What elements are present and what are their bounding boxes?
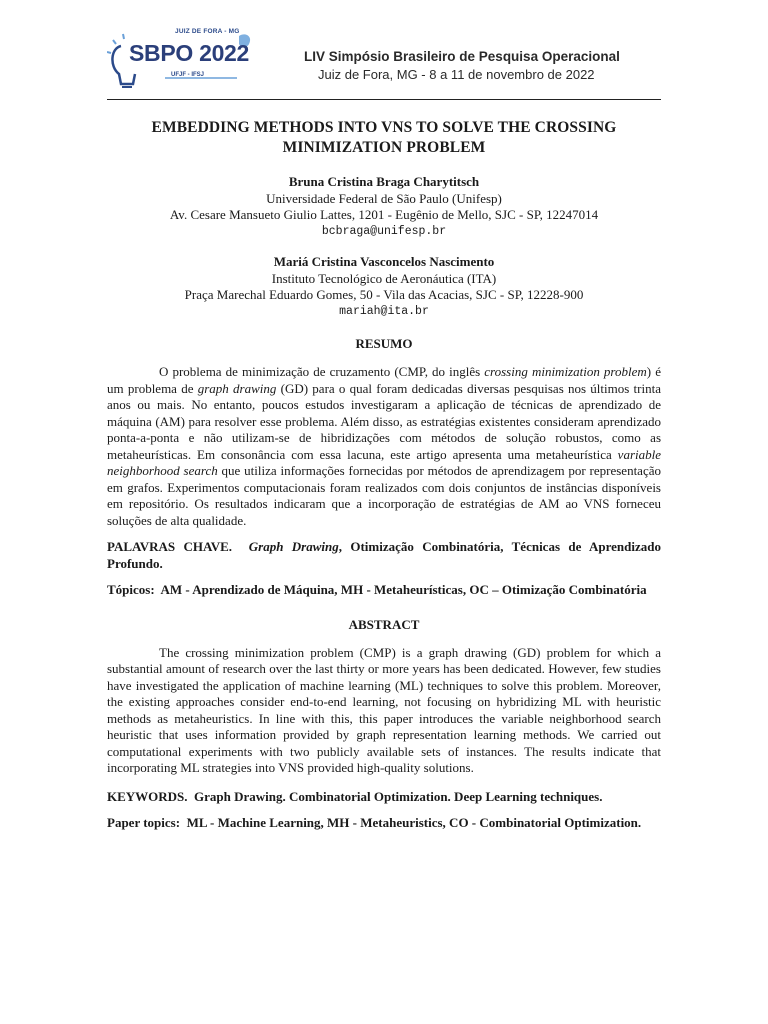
logo-sub-text: UFJF - IFSJ (171, 72, 205, 78)
author-address: Praça Marechal Eduardo Gomes, 50 - Vila das Acacias, SJC - SP, 12228-900 (184, 287, 584, 302)
keywords-label: KEYWORDS. (107, 788, 188, 804)
page-header (107, 22, 661, 100)
conference-location: Juiz de Fora, MG - 8 a 11 de novembro de 2022 (318, 67, 595, 82)
logo-location-text: JUIZ DE FORA - MG (175, 28, 240, 35)
resumo-paragraph: O problema de minimização de cruzamento (CMP, do inglês crossing minimization problem) é um problema de graph drawing (GD) para o qual foram dedicadas diversas pesquisas nos últimos trinta anos ou mais. No entanto, poucos estudos investigaram a aplicação de técnicas de aprendizado de máquina (AM) para resolver esse problema. Além disso, as estratégias existentes consideram aprendizado ponta-a-ponta e não utilizam-se de hibridizações com métodos de solução robustos, como as metaheurísticas. Em consonância com essa lacuna, este artigo apresenta uma metaheurística variable neighborhood search que utiliza informações fornecidas por métodos de aprendizagem por representação em grafos. Experimentos computacionais foram realizados com dois conjuntos de instâncias disponíveis em repositório. Os resultados indicaram que a incorporação de estratégias de AM ao VNS forneceu soluções de alta qualidade. (107, 364, 661, 528)
header-divider (107, 99, 661, 100)
topicos-label: Tópicos: (107, 582, 155, 597)
author-name: Mariá Cristina Vasconcelos Nascimento (273, 254, 495, 269)
author-name: Bruna Cristina Braga Charytitsch (288, 174, 480, 189)
conference-title: LIV Simpósio Brasileiro de Pesquisa Operacional (304, 49, 620, 64)
palavras-chave-label: PALAVRAS CHAVE. (107, 539, 233, 554)
resumo-heading: RESUMO (355, 336, 413, 351)
author-affiliation: Universidade Federal de São Paulo (Unifesp) (266, 190, 502, 206)
author-email[interactable]: mariah@ita.br (339, 304, 429, 318)
author-2 (107, 254, 661, 320)
author-email[interactable]: bcbraga@unifesp.br (321, 224, 447, 238)
abstract-paragraph: The crossing minimization problem (CMP) is a graph drawing (GD) problem for which a substantial amount of research over the last thirty or more years has been dedicated. However, few studies have investigated the application of machine learning (ML) techniques to solve this problem. Moreover, the existing approaches consider end-to-end learning, not focusing on hybridizing ML with heuristic methods as metaheuristics. In line with this, this paper introduces the variable neighborhood search heuristic that uses information provided by graph representation learning methods. We carried out computational experiments with two publicly available sets of instances. The results indicate that incorporating ML strategies into VNS provided high-quality solutions. (107, 644, 661, 775)
paper-title: EMBEDDING METHODS INTO VNS TO SOLVE THE CROSSING MINIMIZATION PROBLEM (151, 119, 617, 156)
palavras-chave: PALAVRAS CHAVE. Graph Drawing, Otimização Combinatória, Técnicas de Aprendizado Profundo. (107, 539, 661, 571)
logo-main-text: SBPO 2022 (129, 40, 250, 66)
author-1 (107, 174, 661, 240)
author-address: Av. Cesare Mansueto Giulio Lattes, 1201 - Eugênio de Mello, SJC - SP, 12247014 (169, 207, 599, 222)
paper-topics-label: Paper topics: (107, 815, 181, 830)
paper-topics: Paper topics: ML - Machine Learning, MH - Metaheuristics, CO - Combinatorial Optimization. (107, 815, 642, 830)
topicos: Tópicos: AM - Aprendizado de Máquina, MH - Metaheurísticas, OC – Otimização Combinatória (107, 582, 647, 597)
keywords: KEYWORDS. Graph Drawing. Combinatorial Optimization. Deep Learning techniques. (107, 788, 603, 804)
paper-body (107, 118, 661, 832)
author-affiliation: Instituto Tecnológico de Aeronáutica (ITA) (271, 270, 497, 286)
abstract-heading: ABSTRACT (348, 616, 420, 632)
sbpo-logo (107, 28, 257, 92)
